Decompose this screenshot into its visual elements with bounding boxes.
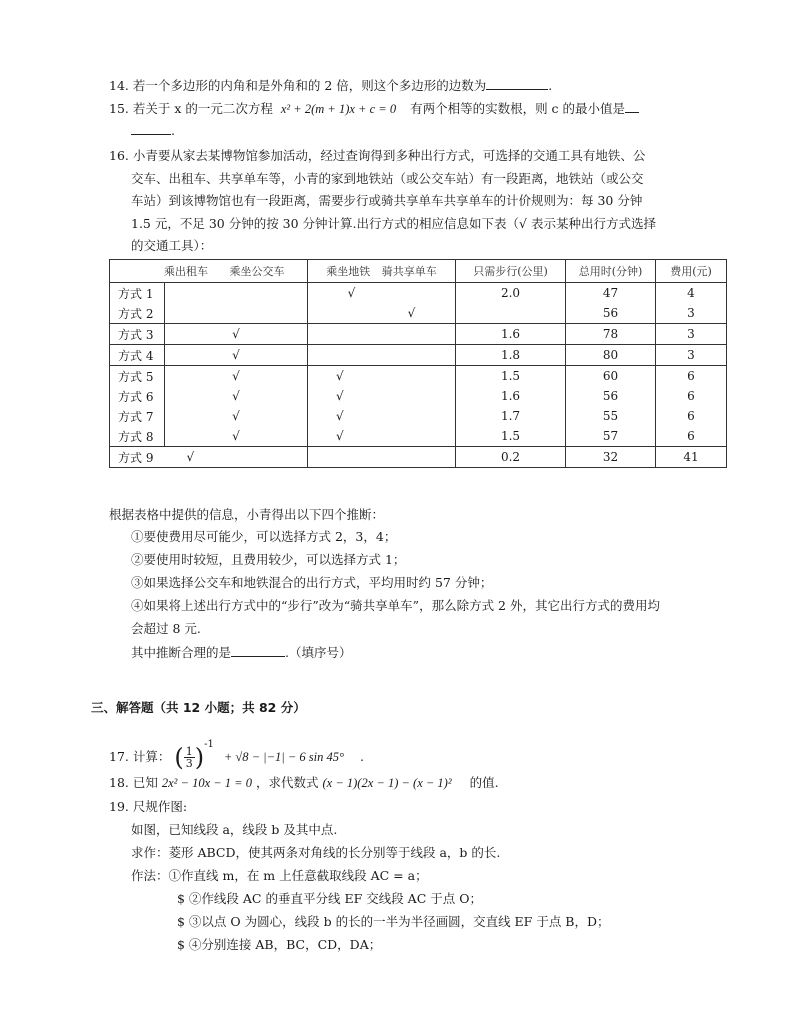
question-19-title: 19. 尺规作图: — [109, 799, 188, 814]
cell-bus — [165, 283, 308, 304]
fraction — [184, 746, 195, 769]
inference-item-4: ④如果将上述出行方式中的“步行”改为“骑共享单车”，那么除方式 2 外，其它出行方式的费用均 — [131, 598, 660, 613]
cell-metro: √ — [308, 426, 456, 447]
fraction-denominator: 3 — [185, 757, 193, 770]
row-name: 方式 9 — [110, 447, 165, 468]
cell-taxi: √ — [165, 447, 308, 468]
cell-bus — [165, 303, 308, 324]
cell-time: 55 — [566, 406, 656, 426]
question-16-answer — [131, 643, 352, 662]
question-19-ask: 求作：菱形 ABCD，使其两条对角线的长分别等于线段 a，b 的长. — [131, 845, 501, 860]
cell-time: 80 — [566, 345, 656, 366]
left-paren: ( — [174, 743, 184, 772]
row-name: 方式 4 — [110, 345, 165, 366]
question-18 — [109, 774, 499, 792]
cell-walk: 0.2 — [456, 447, 566, 468]
answer-blank — [131, 121, 171, 135]
question-18-pre: 18. 已知 — [109, 775, 158, 790]
question-14-text: 14. 若一个多边形的内角和是外角和的 2 倍，则这个多边形的边数为 — [109, 78, 487, 93]
row-name: 方式 3 — [110, 324, 165, 345]
question-19-step-3: $ ③以点 O 为圆心，线段 b 的长的一半为半径画圆，交直线 EF 于点 B，D； — [177, 914, 610, 929]
cell-cost: 3 — [656, 303, 727, 324]
fraction-numerator: 1 — [185, 745, 193, 758]
header-taxi: 乘出租车 — [164, 265, 208, 278]
cell-time: 47 — [566, 283, 656, 304]
question-14-end: . — [548, 78, 553, 93]
cell-metro-bike — [308, 283, 456, 304]
question-16-line2: 交车、出租车、共享单车等，小青的家到地铁站（或公交车站）有一段距离，地铁站（或公交 — [131, 171, 644, 186]
cell-walk — [456, 303, 566, 324]
cell-walk: 1.7 — [456, 406, 566, 426]
cell-cost: 6 — [656, 366, 727, 387]
table-row — [110, 345, 727, 366]
question-17-end: . — [360, 749, 364, 764]
question-19-step-1: 作法：①作直线 m，在 m 上任意截取线段 AC = a； — [131, 868, 428, 883]
question-15-post: 有两个相等的实数根，则 c 的最小值是 — [410, 101, 626, 116]
inference-item-3: ③如果选择公交车和地铁混合的出行方式，平均用时约 57 分钟； — [131, 575, 493, 590]
header-walk: 只需步行(公里) — [456, 260, 566, 283]
cell-cost: 6 — [656, 386, 727, 406]
answer-blank — [486, 76, 548, 90]
table-row — [110, 283, 727, 304]
answer-blank — [625, 99, 639, 113]
cell-bus: √ — [165, 324, 308, 345]
cell-bus: √ — [165, 345, 308, 366]
table-row — [110, 447, 727, 468]
cell-metro-bike — [308, 303, 456, 324]
cell-cost: 3 — [656, 345, 727, 366]
header-bike: 骑共享单车 — [381, 265, 437, 278]
question-19-given: 如图，已知线段 a，线段 b 及其中点. — [131, 822, 338, 837]
row-name: 方式 1 — [110, 283, 165, 304]
check-metro: √ — [347, 286, 356, 300]
question-17-pre: 17. 计算： — [109, 749, 171, 764]
row-name: 方式 2 — [110, 303, 165, 324]
question-18-equation: 2x² − 10x − 1 = 0 — [161, 776, 252, 790]
inference-item-4-cont: 会超过 8 元. — [131, 621, 201, 636]
answer-blank — [231, 643, 285, 657]
question-16-line3: 车站）到该博物馆也有一段距离，需要步行或骑共享单车共享单车的计价规则为：每 30 分钟 — [131, 193, 643, 208]
row-name: 方式 6 — [110, 386, 165, 406]
cell-walk: 2.0 — [456, 283, 566, 304]
question-15-equation: x² + 2(m + 1)x + c = 0 — [280, 102, 397, 116]
cell-walk: 1.6 — [456, 324, 566, 345]
header-cost: 费用(元) — [656, 260, 727, 283]
cell-time: 60 — [566, 366, 656, 387]
table-row — [110, 366, 727, 387]
question-15-line2 — [131, 121, 175, 140]
question-16-line1: 16. 小青要从家去某博物馆参加活动，经过查询得到多种出行方式，可选择的交通工具有地铁、公 — [109, 148, 646, 163]
table-header-row — [110, 260, 727, 283]
cell-metro: √ — [308, 386, 456, 406]
cell-walk: 1.5 — [456, 366, 566, 387]
cell-walk: 1.5 — [456, 426, 566, 447]
question-15-end: . — [171, 123, 175, 138]
row-name: 方式 8 — [110, 426, 165, 447]
question-18-post: 的值. — [469, 775, 499, 790]
cell-time: 56 — [566, 303, 656, 324]
cell-bus: √ — [165, 386, 308, 406]
cell-cost: 3 — [656, 324, 727, 345]
cell-metro: √ — [308, 366, 456, 387]
cell-bus: √ — [165, 406, 308, 426]
cell-cost: 6 — [656, 406, 727, 426]
header-taxi-bus — [110, 260, 308, 283]
cell-walk: 1.6 — [456, 386, 566, 406]
question-15 — [109, 99, 639, 118]
inference-item-1: ①要使费用尽可能少，可以选择方式 2，3，4； — [131, 529, 397, 544]
header-time: 总用时(分钟) — [566, 260, 656, 283]
cell-time: 56 — [566, 386, 656, 406]
table-row — [110, 386, 727, 406]
question-19-step-2: $ ②作线段 AC 的垂直平分线 EF 交线段 AC 于点 O； — [177, 891, 482, 906]
question-17 — [109, 728, 364, 772]
row-name: 方式 5 — [110, 366, 165, 387]
cell-bus: √ — [165, 366, 308, 387]
answer-prefix: 其中推断合理的是 — [131, 645, 232, 660]
inference-item-2: ②要使用时较短，且费用较少，可以选择方式 1； — [131, 552, 406, 567]
cell-time: 57 — [566, 426, 656, 447]
right-paren: ) — [194, 743, 205, 772]
cell-time: 78 — [566, 324, 656, 345]
table-row — [110, 406, 727, 426]
cell-bus: √ — [165, 426, 308, 447]
cell-cost: 4 — [656, 283, 727, 304]
header-bus: 乘坐公交车 — [229, 265, 285, 278]
question-19-step-4: $ ④分别连接 AB，BC，CD，DA； — [177, 937, 382, 952]
cell-cost: 41 — [656, 447, 727, 468]
question-18-expression: (x − 1)(2x − 1) − (x − 1)² — [322, 776, 452, 790]
table-row — [110, 426, 727, 447]
check-bike: √ — [407, 306, 416, 320]
answer-suffix: .（填序号） — [285, 645, 352, 660]
cell-time: 32 — [566, 447, 656, 468]
cell-metro — [308, 324, 456, 345]
row-name: 方式 7 — [110, 406, 165, 426]
question-17-expression: + √8 − |−1| − 6 sin 45° — [223, 750, 345, 764]
cell-walk: 1.8 — [456, 345, 566, 366]
table-row — [110, 324, 727, 345]
header-metro: 乘坐地铁 — [326, 265, 371, 278]
question-16-line4: 1.5 元，不足 30 分钟的按 30 分钟计算.出行方式的相应信息如下表（√ 表示某种出行方式选择 — [131, 216, 656, 231]
question-15-pre: 15. 若关于 x 的一元二次方程 — [109, 101, 273, 116]
cell-metro: √ — [308, 406, 456, 426]
cell-metro — [308, 345, 456, 366]
question-14 — [109, 76, 552, 95]
inference-intro: 根据表格中提供的信息，小青得出以下四个推断： — [109, 507, 385, 522]
header-metro-bike — [308, 260, 456, 283]
question-16-line5: 的交通工具）： — [131, 238, 213, 253]
section-title: 三、解答题（共 12 小题；共 82 分） — [91, 700, 306, 715]
cell-cost: 6 — [656, 426, 727, 447]
exponent: -1 — [204, 739, 214, 750]
table-row — [110, 303, 727, 324]
transport-table — [109, 259, 727, 468]
cell-metro — [308, 447, 456, 468]
question-18-mid: ，求代数式 — [255, 775, 319, 790]
